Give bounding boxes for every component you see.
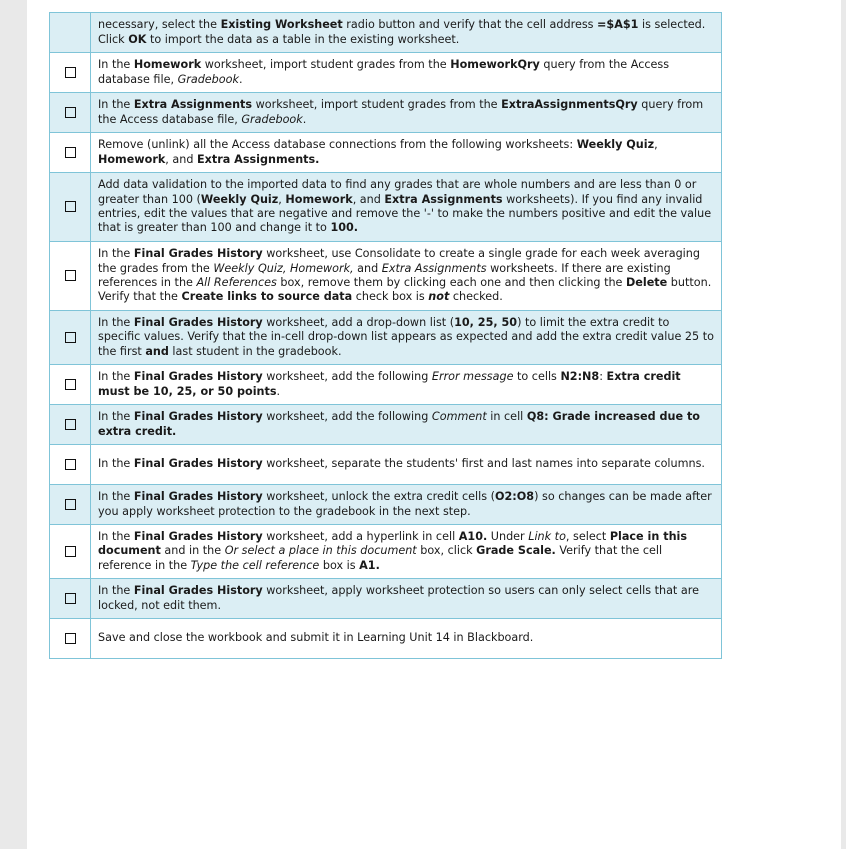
- task-text-run: Homework: [98, 152, 166, 166]
- task-checkbox[interactable]: [65, 593, 76, 604]
- task-checkbox[interactable]: [65, 633, 76, 644]
- task-text-run: Homework: [285, 192, 353, 206]
- task-text-run: Extra Assignments: [384, 192, 503, 206]
- task-text-run: check box is: [352, 290, 429, 304]
- checkbox-cell: [50, 365, 91, 405]
- task-checkbox[interactable]: [65, 499, 76, 510]
- task-text-run: worksheet, separate the students' first and last names into separate columns.: [262, 457, 705, 471]
- task-text-run: ExtraAssignmentsQry: [501, 98, 638, 112]
- task-text-run: Weekly Quiz, Homework,: [213, 261, 354, 275]
- task-text-run: worksheets. If there are existing references in the: [98, 261, 671, 289]
- checkbox-cell: [50, 242, 91, 311]
- task-checklist-table: [49, 12, 722, 659]
- task-text-run: .: [238, 72, 243, 86]
- task-text-run: In the: [98, 98, 134, 112]
- task-text-run: ) so changes can be made after you apply worksheet protection to the gradebook in the next step.: [98, 490, 712, 518]
- task-text: [91, 93, 722, 133]
- task-text-run: Final Grades History: [133, 370, 263, 384]
- task-checkbox[interactable]: [65, 332, 76, 343]
- task-text-run: to import the data as a table in the existing worksheet.: [146, 32, 460, 46]
- task-text: [91, 173, 722, 242]
- task-text-run: In the: [98, 58, 134, 72]
- checkbox-cell: [50, 485, 91, 525]
- task-text-run: Link to: [528, 529, 566, 543]
- task-text-run: Grade Scale.: [476, 544, 556, 558]
- task-text-run: worksheet, unlock the extra credit cells (: [262, 490, 495, 504]
- task-text-run: All References: [196, 276, 277, 289]
- task-text-run: worksheets). If you find any invalid entries, edit the values that are negative and remove the '-' to make the numbers positive and edit the value that is greater than 100 and change it to: [98, 192, 712, 235]
- task-text-run: Delete: [626, 276, 668, 289]
- checkbox-cell: [50, 579, 91, 619]
- task-text-run: , and: [165, 152, 197, 166]
- task-text: [91, 365, 722, 405]
- task-row: [50, 485, 722, 525]
- task-row: [50, 242, 722, 311]
- task-text-run: In the: [98, 529, 134, 543]
- task-row: [50, 173, 722, 242]
- task-text-run: ) to limit the extra credit to specific values. Verify that the in-cell drop-down list appears as expected and add the extra credit value 25 to the first: [98, 315, 714, 358]
- task-text-run: Extra Assignments: [133, 98, 253, 112]
- task-text-run: worksheet, import student grades from the: [201, 58, 451, 72]
- task-text: [91, 579, 722, 619]
- task-text-run: Final Grades History: [133, 584, 263, 598]
- task-text-run: ,: [654, 138, 658, 152]
- task-row: [50, 445, 722, 485]
- checkbox-cell: [50, 13, 91, 53]
- task-text-run: Final Grades History: [133, 490, 263, 504]
- task-checkbox[interactable]: [65, 459, 76, 470]
- task-text-run: worksheet, add the following: [262, 410, 432, 424]
- task-row: [50, 525, 722, 579]
- task-text-run: box is: [319, 558, 360, 572]
- task-text: [91, 445, 722, 485]
- checkbox-cell: [50, 53, 91, 93]
- checkbox-cell: [50, 133, 91, 173]
- task-list: [50, 13, 722, 659]
- task-row: [50, 365, 722, 405]
- task-text-run: Type the cell reference: [190, 558, 320, 572]
- task-text-run: Add data validation to the imported data to find any grades that are whole numbers and are less than 0 or greater than 100 (: [98, 178, 697, 206]
- checkbox-cell: [50, 405, 91, 445]
- task-text-run: Final Grades History: [133, 529, 263, 543]
- task-text-run: .: [302, 112, 307, 126]
- task-text: [91, 311, 722, 365]
- task-text-run: In the: [98, 457, 134, 471]
- task-text-run: 100.: [330, 221, 359, 235]
- task-text-run: and: [145, 344, 169, 358]
- task-text-run: Comment: [431, 410, 487, 424]
- task-text-run: necessary, select the: [98, 18, 221, 32]
- task-text: [91, 13, 722, 53]
- task-text-run: Error message: [431, 370, 514, 384]
- task-text-run: , and: [352, 192, 385, 206]
- task-row: [50, 311, 722, 365]
- task-text-run: OK: [128, 32, 147, 46]
- checkbox-cell: [50, 311, 91, 365]
- task-text-run: Remove (unlink) all the Access database connections from the following worksheets:: [98, 138, 577, 152]
- task-text: [91, 619, 722, 659]
- task-text: [91, 405, 722, 445]
- task-row: [50, 93, 722, 133]
- task-text-run: Final Grades History: [133, 457, 263, 471]
- task-text-run: Extra Assignments.: [197, 152, 320, 166]
- task-text-run: In the: [98, 370, 134, 384]
- task-text-run: button. Verify that the: [98, 276, 712, 304]
- task-text-run: Weekly Quiz: [200, 192, 279, 206]
- task-text: [91, 525, 722, 579]
- task-text-run: HomeworkQry: [450, 58, 540, 72]
- task-text-run: Final Grades History: [133, 410, 263, 424]
- task-checkbox[interactable]: [65, 270, 76, 281]
- task-row: [50, 13, 722, 53]
- task-text-run: Weekly Quiz: [576, 138, 655, 152]
- task-text-run: =$A$1: [597, 18, 639, 32]
- task-text-run: is selected. Click: [98, 18, 706, 46]
- task-text-run: .: [276, 384, 281, 398]
- task-text-run: Save and close the workbook and submit it in Learning Unit 14 in Blackboard.: [98, 631, 534, 645]
- task-text-run: In the: [98, 584, 134, 598]
- task-checkbox[interactable]: [65, 419, 76, 430]
- task-text-run: N2:N8: [560, 370, 600, 384]
- task-text-run: and in the: [160, 544, 225, 558]
- task-text-run: Place in this document: [98, 529, 688, 558]
- checkbox-cell: [50, 93, 91, 133]
- task-text-run: ,: [278, 192, 286, 206]
- checkbox-cell: [50, 445, 91, 485]
- task-text-run: radio button and verify that the cell address: [342, 18, 598, 32]
- task-text-run: Extra credit must be 10, 25, or 50 points: [98, 370, 681, 398]
- task-text-run: , select: [565, 529, 610, 543]
- checkbox-cell: [50, 173, 91, 242]
- task-text-run: to cells: [513, 370, 561, 384]
- checkbox-cell: [50, 619, 91, 659]
- task-text-run: O2:O8: [495, 490, 535, 504]
- task-text-run: Q8: Grade increased due to extra credit.: [98, 410, 700, 438]
- task-text-run: Homework: [133, 58, 202, 72]
- task-text-run: In the: [98, 315, 134, 329]
- task-text-run: worksheet, add a drop-down list (: [262, 315, 455, 329]
- task-text-run: Existing Worksheet: [220, 18, 343, 32]
- task-row: [50, 619, 722, 659]
- task-text: [91, 133, 722, 173]
- task-text-run: in cell: [486, 410, 527, 424]
- task-row: [50, 53, 722, 93]
- task-text-run: Extra Assignments: [381, 261, 487, 275]
- task-text-run: worksheet, import student grades from the: [252, 98, 502, 112]
- task-text-run: Under: [487, 529, 529, 543]
- task-text-run: 10, 25, 50: [454, 315, 518, 329]
- task-text-run: A1.: [359, 558, 380, 572]
- task-row: [50, 579, 722, 619]
- task-checkbox[interactable]: [65, 201, 76, 212]
- task-text-run: not: [428, 290, 450, 304]
- task-row: [50, 133, 722, 173]
- task-text-run: box, remove them by clicking each one and then clicking the: [276, 276, 626, 289]
- task-text-run: Final Grades History: [133, 315, 263, 329]
- task-checkbox[interactable]: [65, 546, 76, 557]
- task-text-run: worksheet, apply worksheet protection so users can only select cells that are locked, not edit them.: [98, 584, 699, 612]
- task-text-run: Create links to source data: [181, 290, 353, 304]
- task-text-run: checked.: [449, 290, 503, 304]
- task-text-run: worksheet, add the following: [262, 370, 432, 384]
- task-text-run: query from the Access database file,: [98, 58, 670, 86]
- task-text-run: Gradebook: [241, 112, 303, 126]
- task-row: [50, 405, 722, 445]
- task-text: [91, 242, 722, 311]
- task-text-run: Final Grades History: [133, 247, 263, 261]
- task-text-run: Verify that the cell reference in the: [98, 544, 663, 572]
- task-checkbox[interactable]: [65, 107, 76, 118]
- task-text-run: In the: [98, 247, 134, 261]
- task-text-run: box, click: [416, 544, 477, 558]
- task-text: [91, 485, 722, 525]
- task-checkbox[interactable]: [65, 379, 76, 390]
- task-text-run: and: [353, 261, 382, 275]
- checkbox-cell: [50, 525, 91, 579]
- task-text-run: last student in the gradebook.: [168, 344, 342, 358]
- task-text-run: Gradebook: [177, 72, 239, 86]
- task-checkbox[interactable]: [65, 147, 76, 158]
- task-text-run: A10.: [458, 529, 488, 543]
- task-text-run: :: [599, 370, 607, 384]
- task-text-run: In the: [98, 490, 134, 504]
- task-text-run: Or select a place in this document: [224, 544, 417, 558]
- task-text: [91, 53, 722, 93]
- task-text-run: worksheet, add a hyperlink in cell: [262, 529, 459, 543]
- task-text-run: In the: [98, 410, 134, 424]
- task-text-run: worksheet, use Consolidate to create a single grade for each week averaging the grades from the: [98, 247, 700, 275]
- task-text-run: query from the Access database file,: [98, 98, 704, 126]
- task-checkbox[interactable]: [65, 67, 76, 78]
